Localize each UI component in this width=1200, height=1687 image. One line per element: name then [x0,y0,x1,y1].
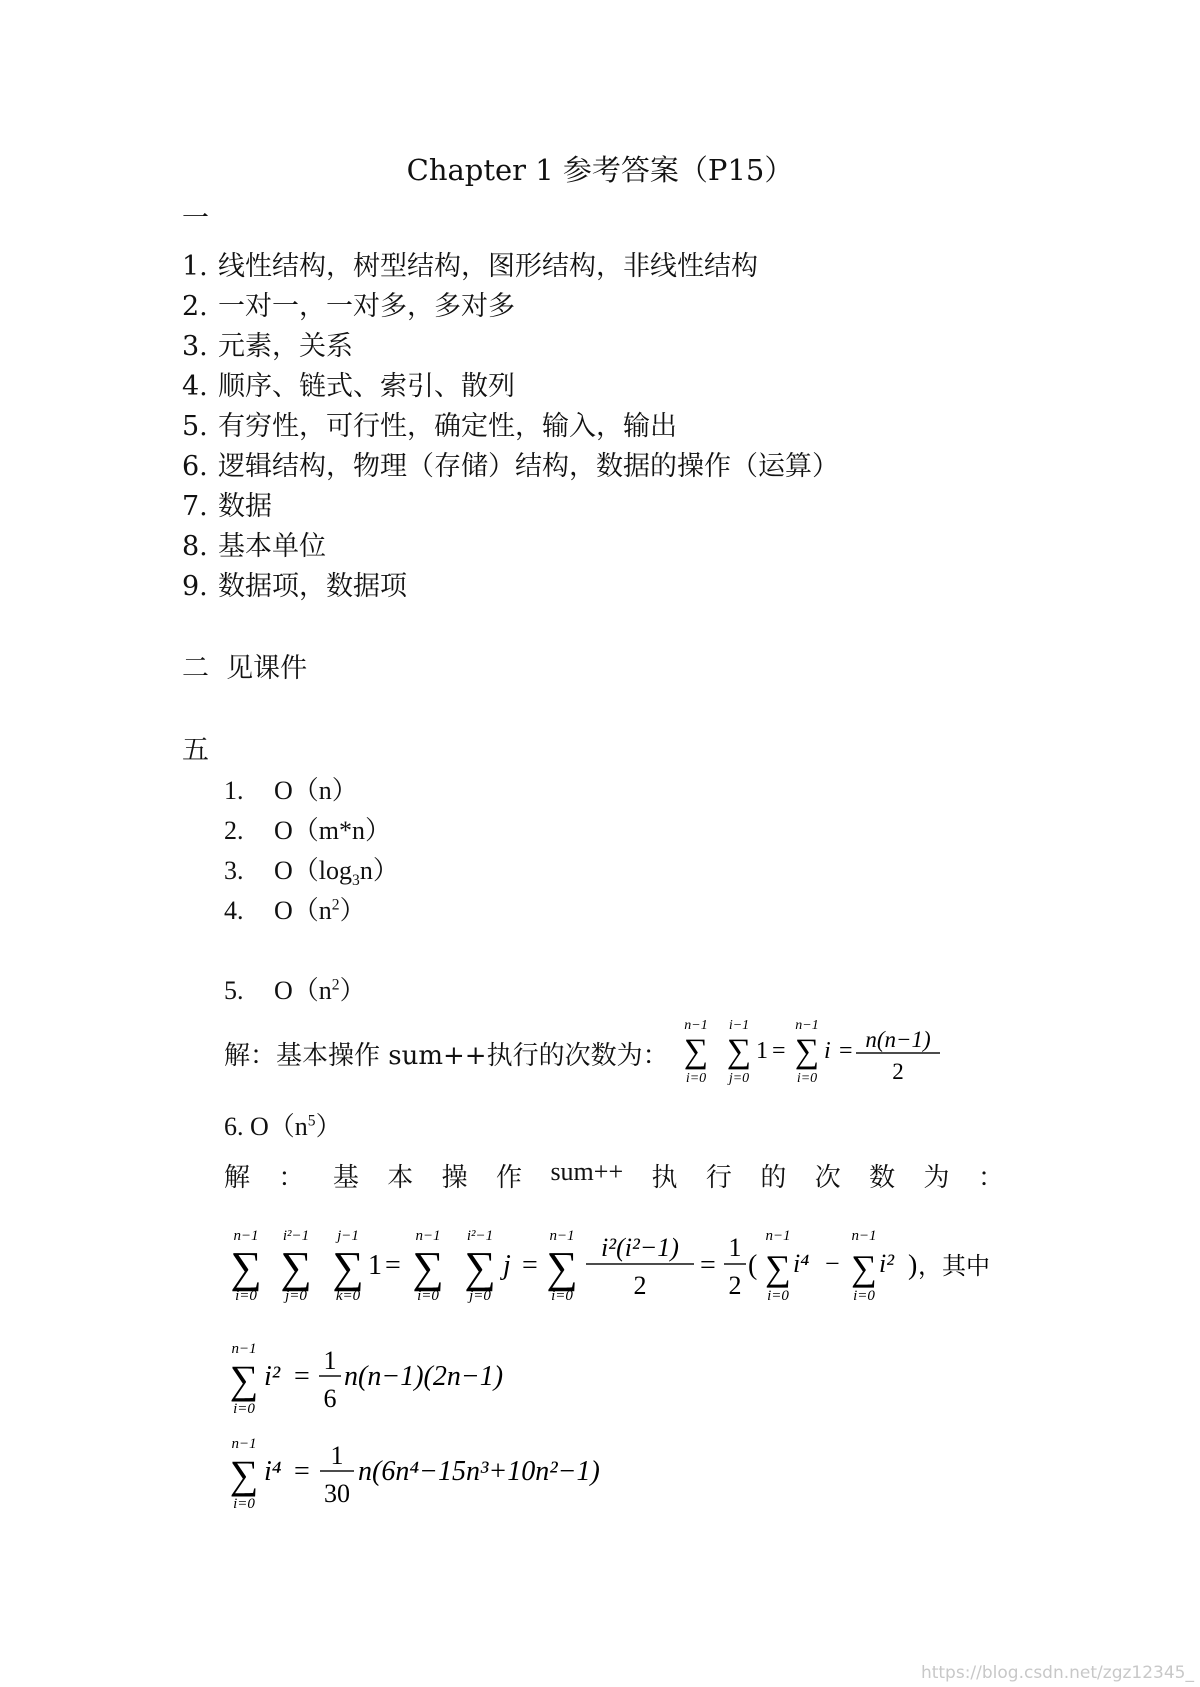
sigma-symbol: ∑ [683,1033,709,1070]
sum-upper: n−1 [415,1228,441,1244]
paren-close: ） [331,776,358,805]
complexity-item [224,970,366,1007]
item-text: 顺序、链式、索引、散列 [218,371,515,402]
item-number: 2. [224,816,244,845]
paren-close: ) [908,1250,918,1281]
label-char: 操 [441,1163,468,1193]
item-text: 数据 [218,491,272,522]
exponent: 2 [331,896,340,914]
label-char: ： [278,1163,305,1193]
minus-sign: − [825,1249,840,1278]
item-text: 线性结构，树型结构，图形结构，非线性结构 [218,251,758,282]
sum-upper: n−1 [795,1018,819,1033]
complexity-expr: n [318,776,332,805]
sum-upper: i²−1 [282,1228,310,1244]
label-char: 本 [387,1163,414,1193]
item-number: 4. [224,896,244,925]
item-number: 3. [182,331,208,362]
item-text: 有穷性，可行性，确定性，输入，输出 [218,411,677,442]
answer-item [182,404,677,443]
term-i4: i⁴ [264,1456,282,1487]
sum-lower: i=0 [685,1071,707,1086]
item-number: 6. [182,451,208,482]
item-number: 1. [182,251,208,282]
sigma-symbol: ∑ [726,1033,752,1070]
term-i2: i² [879,1249,895,1278]
sum-lower: i=0 [796,1071,818,1086]
label-char: ： [977,1163,1004,1193]
paren-open: O（ [250,1112,295,1141]
equals-sign: = [522,1250,538,1281]
item-number: 2. [182,291,208,322]
label-char: 解 [224,1163,251,1193]
sigma-symbol: ∑ [229,1357,259,1402]
paren-open: ( [748,1250,758,1281]
fraction-numerator: 1 [323,1346,337,1375]
sum-lower: j=0 [728,1071,750,1086]
sum-upper: n−1 [851,1228,877,1244]
sum-lower: i=0 [235,1288,257,1304]
complexity-expr: n [318,976,332,1005]
sum-upper: i−1 [728,1018,750,1033]
sigma-symbol: ∑ [794,1033,820,1070]
answer-item [182,324,353,363]
complexity-item [224,810,391,847]
sum-upper: j−1 [337,1228,359,1244]
complexity-item [224,770,358,807]
section-heading-2 [182,646,307,685]
expression-rest: n(6n⁴−15n³+10n²−1) [358,1456,600,1487]
label-char: 基 [332,1163,359,1193]
sigma-symbol: ∑ [332,1243,364,1292]
sigma-symbol: ∑ [230,1243,262,1292]
constant-one: 1 [756,1038,768,1064]
label-char: sum++ [550,1157,624,1186]
label-char: 行 [705,1163,732,1193]
item-number: 3. [224,856,244,885]
sum-lower: j=0 [285,1288,307,1304]
variable-i: i [824,1038,831,1064]
formula-sum-of-squares [222,1335,562,1430]
item-number: 4. [182,371,208,402]
answer-item [182,444,839,483]
sum-upper: n−1 [231,1341,257,1357]
item-number: 7. [182,491,208,522]
watermark: https://blog.csdn.net/zgz12345_ [920,1663,1194,1683]
sum-lower: i=0 [767,1288,789,1304]
paren-close: ） [339,976,366,1005]
complexity-expr: n [318,896,332,925]
exponent: 2 [331,976,340,994]
expression-rest: n(n−1)(2n−1) [344,1361,504,1392]
sum-lower: i=0 [233,1496,255,1512]
solution-6-label [224,1157,1004,1194]
fraction-denominator: 30 [324,1479,350,1508]
equals-sign: = [839,1038,853,1064]
fraction-numerator: 1 [728,1233,742,1262]
formula-solution-6-main [222,1222,1012,1322]
term-i4: i⁴ [793,1249,810,1278]
formula-sum-of-fourth-powers [222,1430,682,1525]
fraction-numerator: n(n−1) [865,1027,931,1052]
sigma-symbol: ∑ [412,1243,444,1292]
log-base: 3 [352,872,360,890]
item-number: 6. [224,1112,244,1141]
label-char: 数 [869,1163,896,1193]
paren-open: O（ [274,856,319,885]
sum-lower: i=0 [853,1288,875,1304]
equals-sign: = [294,1456,310,1487]
answer-item [182,564,407,603]
fraction-denominator: 2 [892,1059,904,1084]
sigma-symbol: ∑ [280,1243,312,1292]
item-text: 逻辑结构，物理（存储）结构，数据的操作（运算） [218,451,839,482]
item-number: 8. [182,531,208,562]
sum-lower: i=0 [417,1288,439,1304]
fraction-numerator: 1 [330,1441,344,1470]
section-2-number: 二 [182,653,209,684]
sum-lower: i=0 [551,1288,573,1304]
sigma-symbol: ∑ [546,1243,578,1292]
paren-close: ） [365,816,392,845]
sigma-symbol: ∑ [464,1243,496,1292]
sum-upper: n−1 [684,1018,708,1033]
complexity-expr: m*n [318,816,366,845]
item-text: 一对一，一对多，多对多 [218,291,515,322]
item-number: 5. [224,976,244,1005]
formula-solution-5 [676,1010,966,1100]
sum-upper: n−1 [549,1228,575,1244]
paren-close: ） [339,896,366,925]
item-text: 基本单位 [218,531,326,562]
sigma-symbol: ∑ [765,1248,791,1288]
fraction-denominator: 6 [323,1384,337,1413]
sum-upper: n−1 [233,1228,259,1244]
sum-lower: k=0 [335,1288,361,1304]
complexity-item-6 [224,1106,342,1143]
paren-open: O（ [274,776,319,805]
sum-upper: n−1 [765,1228,791,1244]
sum-lower: j=0 [469,1288,491,1304]
paren-open: O（ [274,816,319,845]
sum-upper: n−1 [231,1436,257,1452]
label-char: 为 [923,1163,950,1193]
complexity-expr: n [294,1112,308,1141]
label-char: 的 [760,1163,787,1193]
answer-item [182,364,515,403]
exponent: 5 [307,1112,316,1130]
answer-item [182,484,272,523]
sum-upper: i²−1 [466,1228,494,1244]
label-char: 次 [814,1163,841,1193]
fraction-denominator: 2 [728,1271,742,1300]
equals-sign: = [294,1361,310,1392]
answer-item [182,244,758,283]
sigma-symbol: ∑ [229,1452,259,1497]
answer-item [182,524,326,563]
solution-5-label: 解：基本操作 sum++执行的次数为： [224,1041,669,1071]
page-title: Chapter 1 参考答案（P15） [406,153,794,187]
equals-sign: = [385,1250,401,1281]
paren-open: O（ [274,896,319,925]
label-char: 作 [496,1163,523,1193]
complexity-item [224,850,399,890]
paren-close: ） [372,856,399,885]
item-number: 9. [182,571,208,602]
fraction-denominator: 2 [633,1271,647,1300]
item-text: 元素，关系 [218,331,353,362]
sigma-symbol: ∑ [851,1248,877,1288]
complexity-expr: log [318,856,353,885]
trailing-text: ，其中 [918,1254,990,1280]
answer-item [182,284,515,323]
item-number: 5. [182,411,208,442]
equals-sign: = [700,1250,716,1281]
label-char: 执 [651,1163,678,1193]
paren-close: ） [315,1112,342,1141]
paren-open: O（ [274,976,319,1005]
variable-j: j [503,1250,511,1281]
section-2-text: 见课件 [226,653,308,684]
sum-lower: i=0 [233,1401,255,1417]
constant-one: 1 [368,1250,382,1281]
item-text: 数据项，数据项 [218,571,407,602]
complexity-item [224,890,366,927]
fraction-numerator: i²(i²−1) [601,1233,679,1262]
log-arg: n [359,856,373,885]
item-number: 1. [224,776,244,805]
section-heading-1: 一 [182,203,209,234]
term-i2: i² [264,1361,281,1392]
section-heading-5: 五 [182,735,209,766]
equals-sign: = [772,1038,786,1064]
